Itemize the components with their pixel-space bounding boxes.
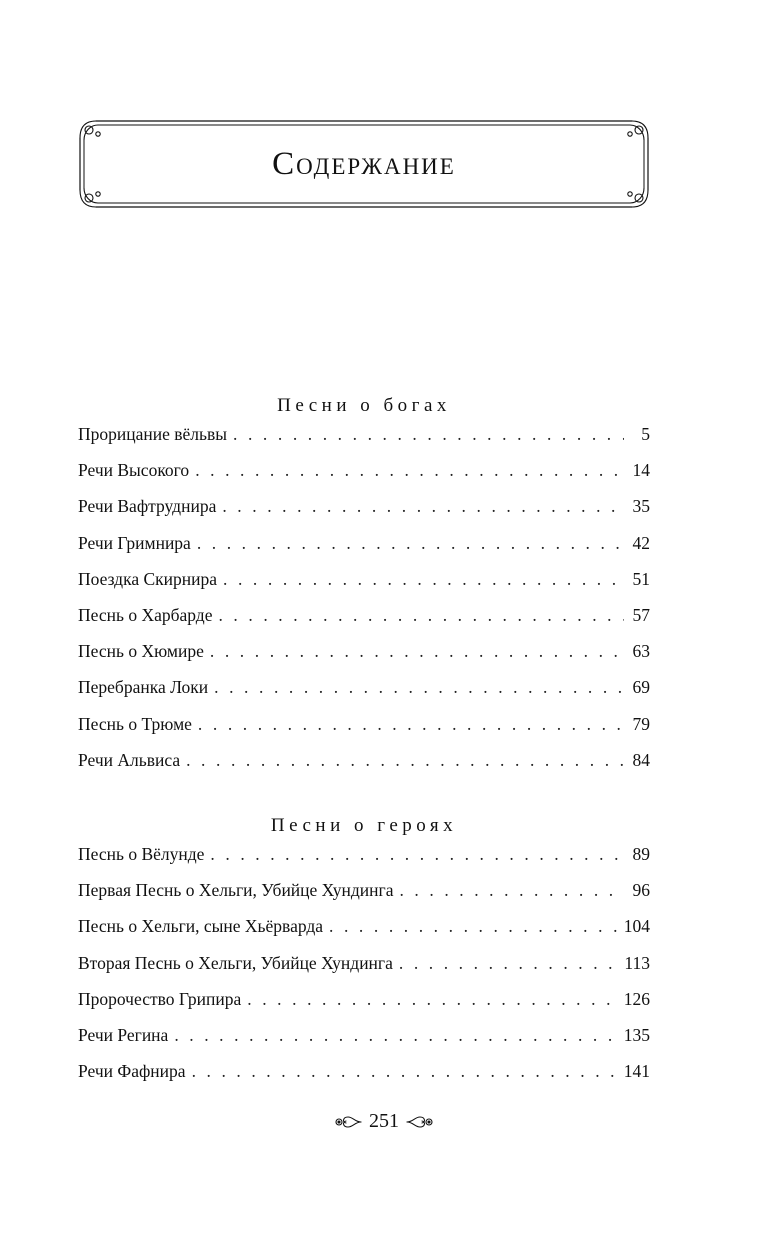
toc-entry[interactable]	[78, 496, 650, 532]
toc-entry-title: Песнь о Харбарде	[78, 604, 213, 625]
toc-entry[interactable]	[78, 460, 650, 496]
toc-entry-page: 57	[632, 604, 650, 625]
folio	[0, 1110, 768, 1133]
title-frame	[76, 118, 652, 210]
dot-leader	[210, 844, 624, 865]
toc-entry-page: 5	[641, 424, 650, 444]
toc-entry-title: Перебранка Локи	[78, 677, 209, 698]
toc-entry-title: Речи Высокого	[78, 460, 190, 481]
toc-entry-page: 35	[632, 496, 650, 517]
toc-entry-page: 51	[632, 568, 650, 589]
toc-entry[interactable]	[78, 677, 650, 713]
toc-entry-page: 69	[632, 677, 650, 698]
toc-entry-title: Речи Регина	[78, 1024, 169, 1045]
dot-leader	[218, 605, 624, 626]
toc-entry[interactable]	[78, 641, 650, 677]
toc-entry[interactable]	[78, 989, 650, 1025]
section-heading-heroes: Песни о героях	[270, 815, 458, 836]
dot-leader	[214, 677, 624, 698]
toc-entry-title: Песнь о Трюме	[78, 713, 192, 734]
dot-leader	[247, 989, 617, 1010]
toc-entry-title: Песнь о Хюмире	[78, 641, 204, 662]
dot-leader	[195, 460, 624, 481]
dot-leader	[399, 880, 624, 901]
dot-leader	[174, 1025, 617, 1046]
dot-leader	[197, 533, 624, 554]
dot-leader	[186, 750, 624, 771]
toc-entry-page: 14	[632, 460, 650, 481]
dot-leader	[233, 424, 624, 445]
toc-entry[interactable]	[78, 750, 650, 786]
toc-entry[interactable]	[78, 569, 650, 605]
toc-entry-title: Песнь о Хельги, сыне Хьёрварда	[78, 916, 324, 937]
dot-leader	[223, 569, 624, 590]
toc-entry-title: Речи Фафнира	[78, 1061, 186, 1082]
toc-entry[interactable]	[78, 1061, 650, 1097]
toc-entry-page: 96	[632, 880, 650, 901]
toc-entry[interactable]	[78, 424, 650, 460]
toc-entry-page: 79	[632, 713, 650, 734]
toc-entry[interactable]	[78, 953, 650, 989]
toc-entry-title: Песнь о Вёлунде	[78, 844, 205, 864]
toc-entry-page: 84	[632, 749, 650, 770]
flourish-right-icon	[405, 1113, 435, 1131]
toc-entry-page: 141	[623, 1061, 650, 1082]
dot-leader	[198, 714, 624, 735]
toc-entry-title: Речи Гримнира	[78, 532, 191, 553]
toc-entry[interactable]	[78, 605, 650, 641]
toc-entry-page: 135	[623, 1024, 650, 1045]
toc-entry-title: Первая Песнь о Хельги, Убийце Хундинга	[78, 880, 394, 901]
toc-entry[interactable]	[78, 1025, 650, 1061]
toc-list-gods	[78, 424, 650, 786]
page-number: 251	[369, 1110, 399, 1132]
dot-leader	[222, 496, 624, 517]
flourish-left-icon	[333, 1113, 363, 1131]
toc-entry-title: Поездка Скирнира	[78, 568, 218, 589]
dot-leader	[329, 916, 618, 937]
toc-entry-title: Речи Альвиса	[78, 749, 181, 770]
toc-entry-page: 104	[623, 916, 650, 937]
section-heading-gods: Песни о богах	[277, 395, 451, 416]
toc-entry[interactable]	[78, 533, 650, 569]
toc-entry-page: 126	[623, 988, 650, 1009]
toc-entry-title: Вторая Песнь о Хельги, Убийце Хундинга	[78, 952, 393, 973]
toc-entry-page: 42	[632, 532, 650, 553]
toc-list-heroes	[78, 844, 650, 1097]
toc-entry-title: Речи Вафтруднира	[78, 496, 217, 517]
toc-entry-page: 113	[624, 952, 650, 973]
dot-leader	[210, 641, 624, 662]
dot-leader	[192, 1061, 618, 1082]
toc-entry[interactable]	[78, 916, 650, 952]
page-title: Содержание	[272, 145, 456, 182]
toc-entry[interactable]	[78, 714, 650, 750]
toc-entry[interactable]	[78, 880, 650, 916]
toc-entry-title: Прорицание вёльвы	[78, 424, 228, 444]
toc-entry-page: 89	[632, 844, 650, 864]
toc-entry-page: 63	[632, 641, 650, 662]
dot-leader	[399, 953, 619, 974]
toc-entry[interactable]	[78, 844, 650, 880]
toc-entry-title: Пророчество Грипира	[78, 988, 242, 1009]
